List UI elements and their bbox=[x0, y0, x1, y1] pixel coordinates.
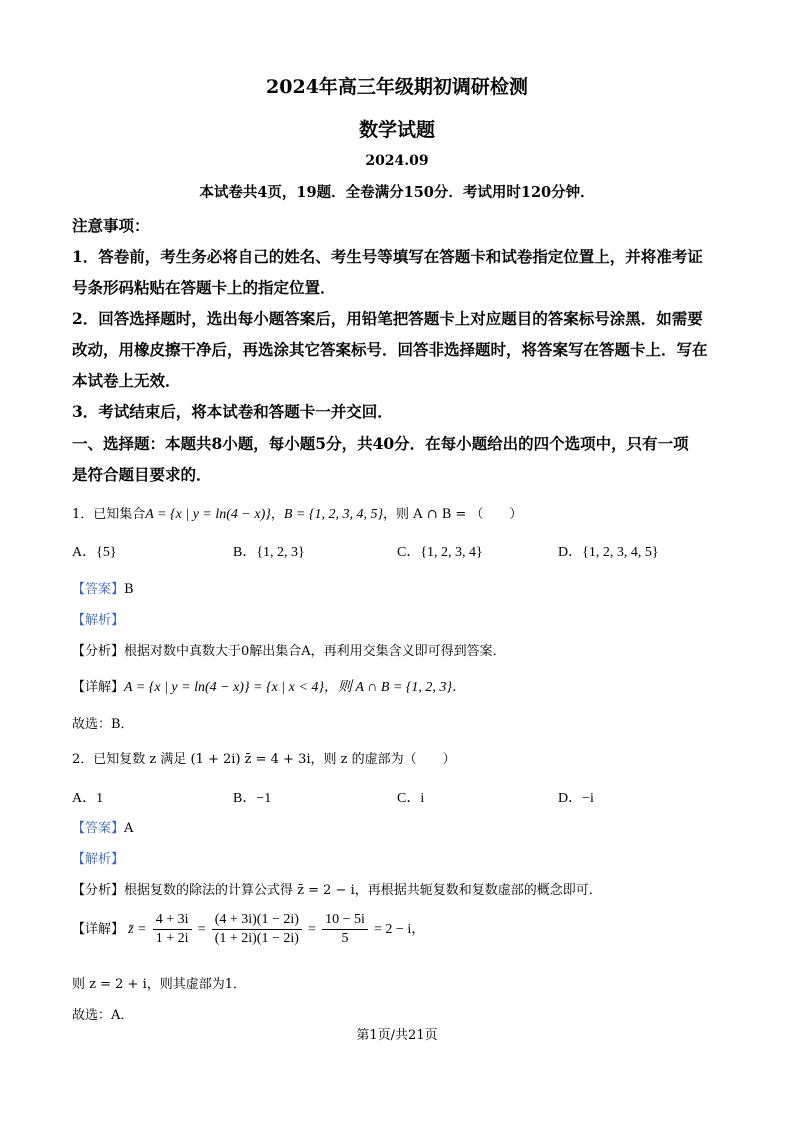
detail-text: A = {x | y = ln(4 − x)} = {x | x < 4}，则 A ∩ B = {1, 2, 3}． bbox=[124, 680, 467, 695]
set-b-definition: B = {1, 2, 3, 4, 5} bbox=[283, 507, 384, 522]
question-2-analysis-label: 【解析】 bbox=[72, 852, 125, 867]
question-1-option-a: A．{5} bbox=[72, 545, 117, 560]
question-1-option-d: D．{1, 2, 3, 4, 5} bbox=[558, 545, 659, 560]
detail-label: 【详解】 bbox=[72, 680, 125, 695]
question-1-fenxi bbox=[72, 640, 506, 659]
detail-lhs: z̄ = bbox=[128, 922, 147, 937]
question-1-detail bbox=[72, 676, 466, 696]
fraction-1-denominator: 1 + 2i bbox=[155, 931, 189, 946]
question-1-option-c: C．{1, 2, 3, 4} bbox=[397, 545, 483, 560]
fenxi-text: 根据对数中真数大于0解出集合A，再利用交集含义即可得到答案． bbox=[124, 644, 506, 659]
notice-item-1-line-2: 号条形码粘贴在答题卡上的指定位置． bbox=[72, 278, 336, 297]
fraction-3-numerator: 10 − 5i bbox=[322, 912, 368, 930]
question-2-option-b: B．−1 bbox=[233, 791, 272, 806]
fenxi-text: 根据复数的除法的计算公式得 z̄ = 2 − i，再根据共轭复数和复数虚部的概念即可． bbox=[124, 883, 602, 898]
equals-1: = bbox=[197, 922, 206, 937]
answer-label: 【答案】 bbox=[72, 582, 125, 597]
exam-title: 2024年高三年级期初调研检测 bbox=[266, 76, 528, 98]
question-1-stem bbox=[72, 503, 522, 523]
section-1-line-2: 是符合题目要求的． bbox=[72, 465, 212, 484]
notice-heading: 注意事项： bbox=[72, 216, 150, 235]
question-2-option-c: C．i bbox=[397, 791, 425, 806]
question-2-stem: 2．已知复数 z 满足 (1 + 2i) z̄ = 4 + 3i，则 z 的虚部为（ ） bbox=[72, 752, 456, 767]
exam-date: 2024.09 bbox=[365, 153, 429, 169]
subject-title: 数学试题 bbox=[358, 119, 435, 141]
fraction-3 bbox=[322, 912, 368, 947]
set-a-definition: A = {x | y = ln(4 − x)} bbox=[145, 507, 271, 522]
notice-item-2-line-1: 2．回答选择题时，选出每小题答案后，用铅笔把答题卡上对应题目的答案标号涂黑．如需要 bbox=[72, 309, 703, 328]
equals-2: = bbox=[308, 922, 316, 937]
notice-item-2-line-3: 本试卷上无效． bbox=[72, 371, 181, 390]
answer-value: B bbox=[124, 582, 134, 597]
fraction-2-denominator: (1 + 2i)(1 − 2i) bbox=[214, 931, 299, 946]
notice-item-3: 3．考试结束后，将本试卷和答题卡一并交回． bbox=[72, 402, 393, 421]
question-1-option-b: B．{1, 2, 3} bbox=[233, 545, 305, 560]
fraction-1-numerator: 4 + 3i bbox=[153, 912, 192, 930]
section-1-line-1: 一、选择题：本题共8小题，每小题5分，共40分．在每小题给出的四个选项中，只有一项 bbox=[72, 434, 689, 453]
question-2-option-a: A．1 bbox=[72, 791, 104, 806]
page-footer: 第1页/共21页 bbox=[356, 1028, 438, 1043]
fraction-3-denominator: 5 bbox=[341, 931, 349, 946]
exam-intro: 本试卷共4页，19题．全卷满分150分．考试用时120分钟． bbox=[199, 184, 595, 201]
detail-label: 【详解】 bbox=[72, 922, 125, 937]
notice-item-2-line-2: 改动，用橡皮擦干净后，再选涂其它答案标号．回答非选择题时，将答案写在答题卡上．写在 bbox=[72, 340, 708, 359]
question-1-suffix: ，则 A ∩ B = （ ） bbox=[383, 507, 523, 522]
question-2-then: 则 z = 2 + i，则其虚部为1． bbox=[72, 977, 246, 992]
fenxi-label: 【分析】 bbox=[72, 883, 125, 898]
question-2-option-d: D．−i bbox=[558, 791, 594, 806]
question-2-fenxi bbox=[72, 879, 602, 898]
question-2-conclusion: 故选：A． bbox=[72, 1008, 134, 1023]
fraction-1 bbox=[153, 912, 192, 947]
notice-item-1-line-1: 1．答卷前，考生务必将自己的姓名、考生号等填写在答题卡和试卷指定位置上，并将准考证 bbox=[72, 247, 703, 266]
fraction-2-numerator: (4 + 3i)(1 − 2i) bbox=[212, 912, 302, 930]
fenxi-label: 【分析】 bbox=[72, 644, 125, 659]
fraction-2 bbox=[212, 912, 302, 947]
question-2-answer bbox=[72, 817, 133, 836]
question-1-conclusion: 故选：B． bbox=[72, 717, 134, 732]
detail-rhs: = 2 − i， bbox=[374, 922, 426, 937]
answer-label: 【答案】 bbox=[72, 821, 125, 836]
question-1-answer bbox=[72, 578, 134, 597]
question-2-detail bbox=[72, 912, 425, 947]
question-1-prefix: 1．已知集合 bbox=[72, 507, 146, 522]
answer-value: A bbox=[124, 821, 134, 836]
question-1-analysis-label: 【解析】 bbox=[72, 613, 125, 628]
question-1-separator: ， bbox=[270, 507, 284, 522]
